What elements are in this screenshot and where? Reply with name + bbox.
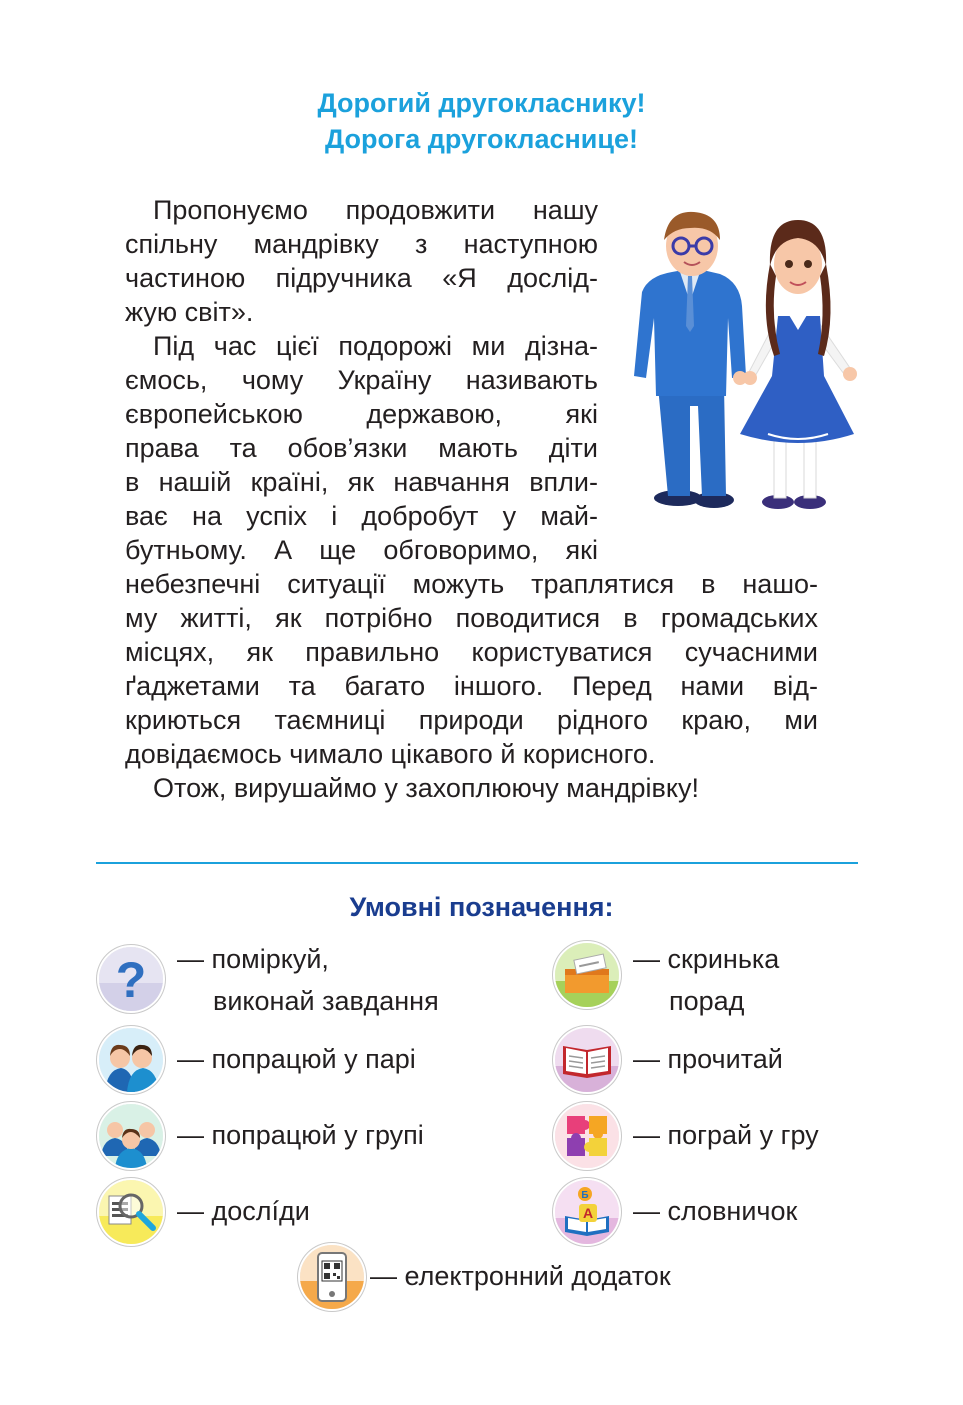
- dictionary-icon: [555, 1180, 619, 1244]
- girl-figure: [740, 220, 857, 509]
- body-line: довідаємось чимало цікавого й корисного.: [125, 739, 656, 769]
- body-line: небезпечні ситуації можуть траплятися в нашо-: [125, 569, 818, 599]
- body-line: Отож, вирушаймо у захоплюючу мандрівку!: [153, 773, 699, 803]
- legend-label: порад: [669, 986, 745, 1016]
- group-work-icon: [99, 1104, 163, 1168]
- pair-work-icon: [99, 1028, 163, 1092]
- body-line: бутньому. А ще обговоримо, які: [125, 535, 598, 565]
- legend-label: — поміркуй,: [177, 944, 329, 974]
- body-line: Пропонуємо продовжити нашу: [153, 195, 598, 225]
- legend-label: — пограй у гру: [633, 1120, 819, 1150]
- legend-label: — скринька: [633, 944, 780, 974]
- magnifier-icon: [99, 1180, 163, 1244]
- body-line: му житті, як потрібно поводитися в громадських: [125, 603, 818, 633]
- body-line: місцях, як правильно користуватися сучасними: [125, 637, 818, 667]
- greeting-line-2: Дорога другокласнице!: [324, 124, 639, 154]
- greeting-line-1: Дорогий другокласнику!: [317, 88, 646, 118]
- advice-box-icon: [555, 943, 619, 1007]
- question-icon: [99, 947, 163, 1011]
- svg-text:?: ?: [115, 952, 147, 1008]
- body-line: права та обов’язки мають діти: [125, 433, 598, 463]
- book-icon: [555, 1028, 619, 1092]
- legend-title: Умовні позначення:: [349, 892, 614, 922]
- boy-figure: [634, 212, 747, 508]
- legend-label: виконай завдання: [213, 986, 439, 1016]
- svg-text:А: А: [582, 1205, 594, 1221]
- legend-label: — дослíди: [177, 1196, 310, 1226]
- qr-phone-icon: [300, 1245, 364, 1309]
- body-line: європейською державою, які: [125, 399, 598, 429]
- puzzle-icon: [555, 1104, 619, 1168]
- legend-label: — словничок: [633, 1196, 798, 1226]
- svg-text:Б: Б: [581, 1190, 589, 1201]
- legend-label: — прочитай: [633, 1044, 783, 1074]
- legend-label: — попрацюй у парі: [177, 1044, 416, 1074]
- body-line: спільну мандрівку з наступною: [125, 229, 598, 259]
- body-line: Під час цієї подорожі ми дізна-: [153, 331, 598, 361]
- legend-label: — попрацюй у групі: [177, 1120, 424, 1150]
- body-line: в нашій країні, як навчання впли-: [125, 467, 598, 497]
- body-line: жую світ».: [125, 297, 254, 327]
- body-line: частиною підручника «Я дослід-: [125, 263, 598, 293]
- body-line: ємось, чому Україну називають: [125, 365, 598, 395]
- body-line: ґаджетами та багато іншого. Перед нами від-: [125, 671, 818, 701]
- body-line: криються таємниці природи рідного краю, ми: [125, 705, 818, 735]
- divider: [96, 862, 858, 864]
- body-line: ває на успіх і добробут у май-: [125, 501, 598, 531]
- legend-label: — електронний додаток: [370, 1261, 671, 1291]
- children-illustration: [628, 206, 868, 518]
